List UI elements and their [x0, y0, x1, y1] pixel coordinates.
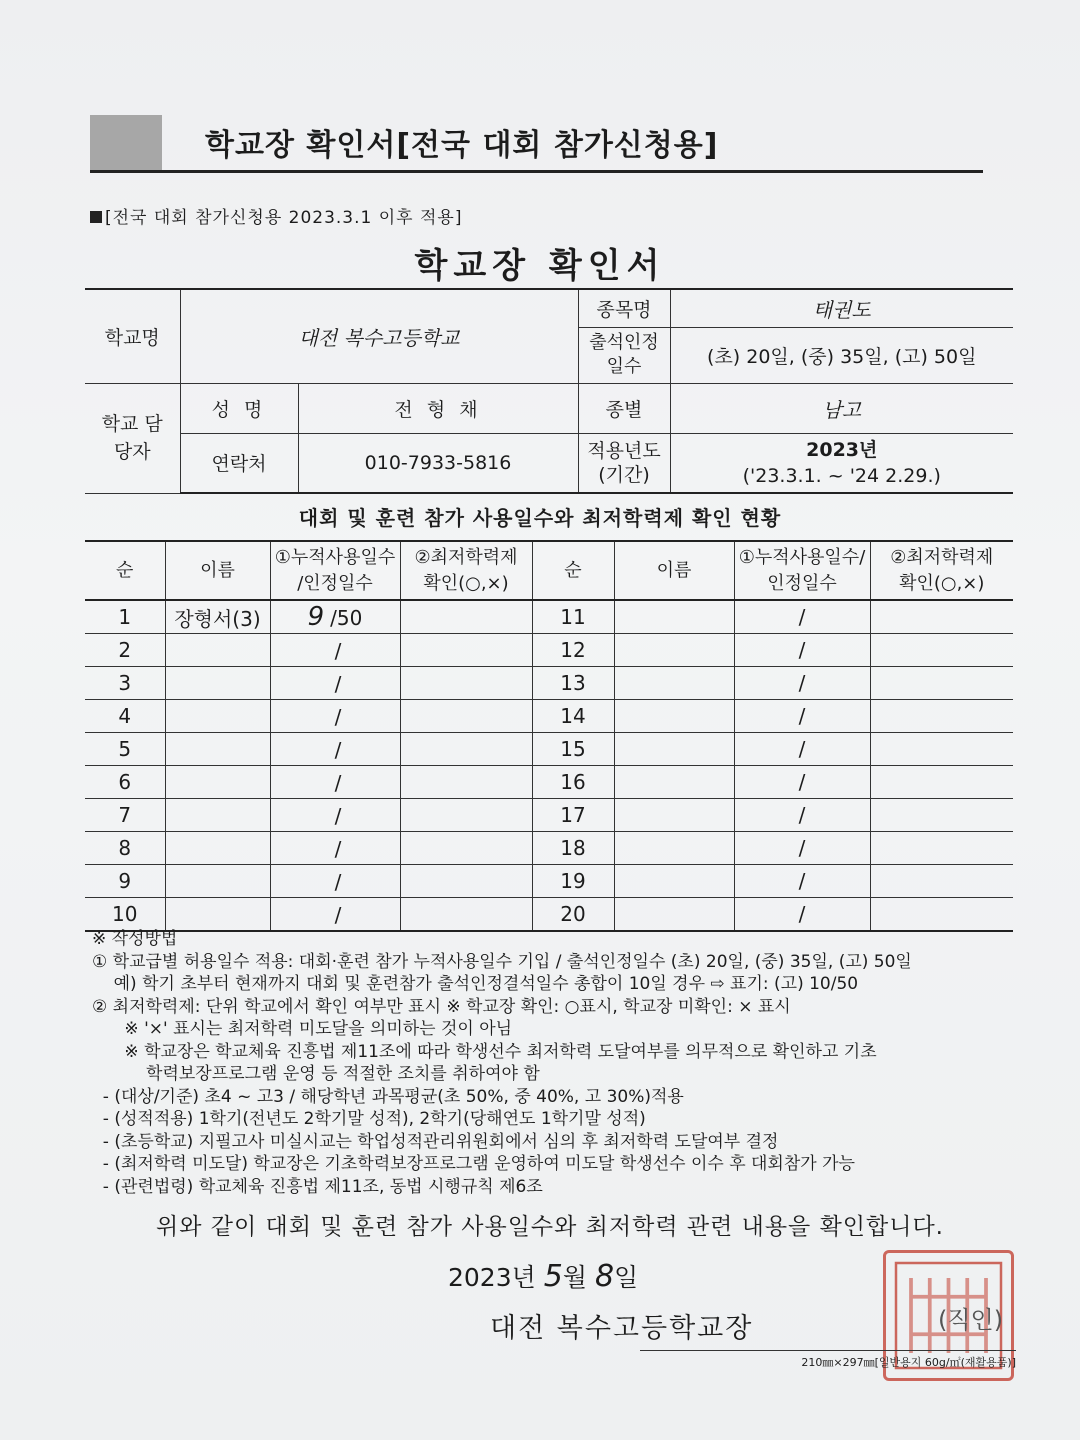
row-days [270, 799, 400, 832]
row-name [165, 865, 270, 898]
row-num: 1 [85, 600, 165, 634]
row-num-2: 20 [532, 898, 614, 932]
row-days-total: / [334, 804, 342, 828]
table-row [85, 865, 1013, 898]
row-name-2 [614, 667, 734, 700]
instructions [92, 928, 1032, 1198]
row-check [400, 700, 532, 733]
row-days-total: / [334, 705, 342, 729]
row-used-days: 9 [307, 602, 325, 632]
row-days-2: / [734, 865, 870, 898]
row-name-2 [614, 766, 734, 799]
table-row [85, 634, 1013, 667]
row-check-2 [870, 799, 1013, 832]
row-days-total: / [334, 903, 342, 927]
row-num-2: 17 [532, 799, 614, 832]
row-check [400, 865, 532, 898]
row-check [400, 799, 532, 832]
row-num: 2 [85, 634, 165, 667]
row-num: 4 [85, 700, 165, 733]
header-days2-line1: ①누적사용일수/ [738, 546, 866, 568]
instruction-line: - (관련법령) 학교체육 진흥법 제11조, 동법 시행규칙 제6조 [92, 1176, 543, 1197]
instruction-line: ※ 작성방법 [92, 929, 178, 949]
header-days-2 [734, 541, 870, 600]
row-num: 7 [85, 799, 165, 832]
row-name-2 [614, 865, 734, 898]
gender-label: 종별 [578, 383, 670, 433]
table-row [85, 898, 1013, 932]
row-name-2 [614, 898, 734, 932]
header-days2-line2: 인정일수 [767, 572, 837, 594]
year-cell [670, 433, 1013, 493]
row-name [165, 832, 270, 865]
header-check-line1: ②최저학력제 [414, 546, 518, 568]
table-row [85, 766, 1013, 799]
row-name [165, 700, 270, 733]
row-days [270, 733, 400, 766]
signature-date [448, 1258, 638, 1294]
row-num: 8 [85, 832, 165, 865]
row-days-2: / [734, 832, 870, 865]
row-check-2 [870, 865, 1013, 898]
row-num: 9 [85, 865, 165, 898]
header-divider [90, 170, 983, 173]
row-check-2 [870, 832, 1013, 865]
row-num-2: 14 [532, 700, 614, 733]
row-days [270, 898, 400, 932]
row-name [165, 799, 270, 832]
row-days [270, 766, 400, 799]
row-num-2: 13 [532, 667, 614, 700]
row-name [165, 898, 270, 932]
row-days-2: / [734, 634, 870, 667]
table-row [85, 832, 1013, 865]
row-days-2: / [734, 898, 870, 932]
row-num-2: 19 [532, 865, 614, 898]
row-num-2: 11 [532, 600, 614, 634]
row-num: 3 [85, 667, 165, 700]
row-days-2: / [734, 667, 870, 700]
row-check-2 [870, 634, 1013, 667]
instruction-line: - (성적적용) 1학기(전년도 2학기말 성적), 2학기(당해연도 1학기말 성적) [92, 1109, 646, 1129]
document-title: 학교장 확인서 [414, 246, 666, 286]
row-check [400, 600, 532, 634]
row-name-2 [614, 733, 734, 766]
row-days-total: / [334, 771, 342, 795]
period-value: ('23.3.1. ~ '24 2.29.) [742, 464, 941, 487]
header-days-line1: ①누적사용일수 [274, 546, 396, 568]
row-days-total: / [334, 738, 342, 762]
table-row [85, 700, 1013, 733]
row-check [400, 766, 532, 799]
row-num-2: 16 [532, 766, 614, 799]
row-name [165, 766, 270, 799]
row-days-2: / [734, 799, 870, 832]
row-name-2 [614, 600, 734, 634]
row-num: 6 [85, 766, 165, 799]
attendance-value: (초) 20일, (중) 35일, (고) 50일 [670, 327, 1013, 383]
header-name: 이름 [165, 541, 270, 600]
date-month: 5 [543, 1259, 563, 1294]
row-num-2: 12 [532, 634, 614, 667]
header-name-2: 이름 [614, 541, 734, 600]
school-value: 대전 복수고등학교 [180, 289, 578, 383]
subnote-text: [전국 대회 참가신청용 2023.3.1 이후 적용] [105, 208, 463, 228]
row-num: 10 [85, 898, 165, 932]
row-days [270, 832, 400, 865]
row-days [270, 600, 400, 634]
header-check2-line2: 확인(○,×) [899, 572, 985, 594]
event-value: 태권도 [670, 289, 1013, 327]
row-check-2 [870, 700, 1013, 733]
row-check [400, 898, 532, 932]
date-month-unit: 월 [562, 1263, 587, 1292]
row-days-2: / [734, 700, 870, 733]
info-table [85, 288, 1013, 494]
date-year: 2023년 [448, 1263, 536, 1292]
instruction-line: ※ '×' 표시는 최저학력 미도달을 의미하는 것이 아님 [92, 1019, 513, 1039]
subnote [90, 203, 462, 228]
date-day-unit: 일 [614, 1263, 639, 1292]
attendance-label: 출석인정 일수 [578, 327, 670, 383]
row-days [270, 865, 400, 898]
phone-label: 연락처 [180, 433, 298, 493]
row-num-2: 15 [532, 733, 614, 766]
gender-value: 남고 [670, 383, 1013, 433]
section-title: 대회 및 훈련 참가 사용일수와 최저학력제 확인 현황 [298, 506, 782, 530]
table-row [85, 799, 1013, 832]
header-check-line2: 확인(○,×) [423, 572, 509, 594]
row-check-2 [870, 600, 1013, 634]
header-days [270, 541, 400, 600]
instruction-line: ② 최저학력제: 단위 학교에서 확인 여부만 표시 ※ 학교장 확인: ○표시, 학교장 미확인: × 표시 [92, 996, 791, 1017]
row-name-2 [614, 832, 734, 865]
school-label: 학교명 [85, 289, 180, 383]
table-row [85, 667, 1013, 700]
header-check [400, 541, 532, 600]
name-label: 성 명 [180, 383, 298, 433]
instruction-line: 학력보장프로그램 운영 등 적절한 조치를 취하여야 함 [92, 1064, 540, 1084]
phone-value: 010-7933-5816 [298, 433, 578, 493]
seal-label: (직인) [938, 1306, 1004, 1334]
header-check-2 [870, 541, 1013, 600]
row-days-2: / [734, 733, 870, 766]
row-check [400, 634, 532, 667]
header-title: 학교장 확인서[전국 대회 참가신청용] [205, 128, 719, 163]
row-check-2 [870, 898, 1013, 932]
table-row [85, 600, 1013, 634]
row-check [400, 733, 532, 766]
row-days [270, 700, 400, 733]
square-bullet-icon [90, 211, 102, 223]
row-name [165, 733, 270, 766]
row-check [400, 667, 532, 700]
row-days-2: / [734, 766, 870, 799]
row-days-total: /50 [330, 606, 363, 630]
row-name-2 [614, 634, 734, 667]
header-marker [90, 115, 162, 171]
row-check [400, 832, 532, 865]
row-name: 장형서(3) [165, 600, 270, 634]
instruction-line: ① 학교급별 허용일수 적용: 대회·훈련 참가 누적사용일수 기입 / 출석인정일수 (초) 20일, (중) 35일, (고) 50일 [92, 951, 912, 972]
header-num-2: 순 [532, 541, 614, 600]
instruction-line: ※ 학교장은 학교체육 진흥법 제11조에 따라 학생선수 최저학력 도달여부를 의무적으로 확인하고 기초 [92, 1041, 877, 1062]
date-day: 8 [594, 1259, 615, 1294]
row-check-2 [870, 766, 1013, 799]
table-row [85, 733, 1013, 766]
row-name [165, 667, 270, 700]
header-check2-line1: ②최저학력제 [890, 546, 994, 568]
row-days-total: / [334, 870, 342, 894]
header-days-line2: /인정일수 [297, 572, 373, 594]
paper-spec-footer: 210㎜×297㎜[일반용지 60g/㎡(재활용품)] [640, 1350, 1016, 1370]
row-days [270, 634, 400, 667]
header-num: 순 [85, 541, 165, 600]
row-check-2 [870, 667, 1013, 700]
event-label: 종목명 [578, 289, 670, 327]
instruction-line: - (최저학력 미도달) 학교장은 기초학력보장프로그램 운영하여 미도달 학생선수 이수 후 대회참가 가능 [92, 1154, 855, 1174]
row-check-2 [870, 733, 1013, 766]
row-days-2: / [734, 600, 870, 634]
row-num: 5 [85, 733, 165, 766]
year-label: 적용년도 (기간) [578, 433, 670, 493]
instruction-line: - (대상/기준) 초4 ~ 고3 / 해당학년 과목평균(초 50%, 중 40%, 고 30%)적용 [92, 1086, 684, 1107]
row-name-2 [614, 700, 734, 733]
principal-name: 대전 복수고등학교장 [490, 1313, 754, 1344]
roster-table [85, 540, 1013, 932]
name-value: 전 형 채 [298, 383, 578, 433]
instruction-line: - (초등학교) 지필고사 미실시교는 학업성적관리위원회에서 심의 후 최저학력 도달여부 결정 [92, 1131, 779, 1152]
row-days [270, 667, 400, 700]
row-name-2 [614, 799, 734, 832]
row-name [165, 634, 270, 667]
contact-person-label: 학교 담당자 [85, 383, 180, 493]
instruction-line: 예) 학기 초부터 현재까지 대회 및 훈련참가 출석인정결석일수 총합이 10일 경우 ⇨ 표기: (고) 10/50 [92, 974, 859, 994]
row-days-total: / [334, 837, 342, 861]
year-value: 2023년 [806, 438, 878, 461]
row-days-total: / [334, 672, 342, 696]
confirmation-statement: 위와 같이 대회 및 훈련 참가 사용일수와 최저학력 관련 내용을 확인합니다. [156, 1214, 944, 1240]
row-num-2: 18 [532, 832, 614, 865]
row-days-total: / [334, 639, 342, 663]
